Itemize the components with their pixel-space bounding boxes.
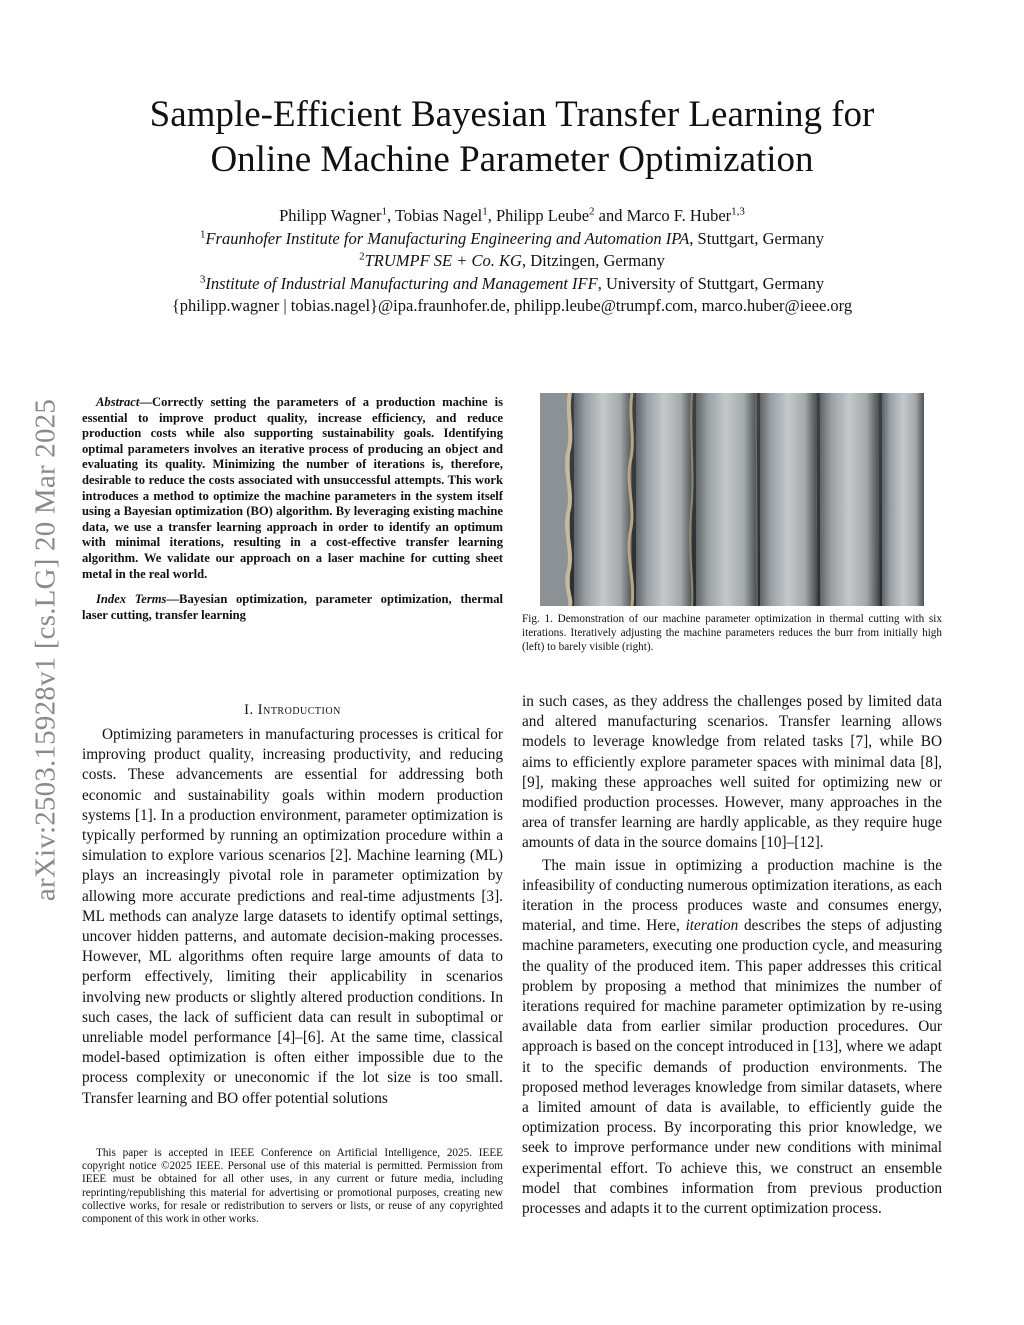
- emphasized-term: iteration: [685, 917, 739, 935]
- cut-sheet-metal-image: [540, 393, 924, 606]
- author-superscript: 1: [482, 205, 488, 218]
- author-block: [80, 205, 944, 318]
- author-separator: ,: [387, 206, 395, 225]
- index-terms-label: Index Terms: [96, 592, 167, 607]
- affiliation-3: [80, 273, 944, 296]
- affiliation-superscript: 2: [359, 250, 365, 263]
- section-heading: [82, 702, 503, 719]
- index-terms: [82, 592, 503, 623]
- author-name: Philipp Wagner: [279, 206, 382, 225]
- abstract-text: —Correctly setting the parameters of a production machine is essential to improve product quality, increase efficiency, and reduce production costs while also supporting sustainability goals. Identifying optimal parameters involves an iterative process of producing an object and evaluating its quality. Minimizing the number of iterations is, therefore, desirable to reduce the costs associated with unsuccessful attempts. This work introduces a method to optimize the machine parameters in the system itself using a Bayesian optimization (BO) algorithm. By leveraging existing machine data, we use a transfer learning approach in order to identify an optimum with minimal iterations, resulting in a cost-effective transfer learning algorithm. We validate our approach on a laser machine for cutting sheet metal in the real world.: [82, 395, 503, 581]
- figure-caption-text: Fig. 1. Demonstration of our machine parameter optimization in thermal cutting with six iterations. Iteratively adjusting the machine parameters reduces the burr from initially high (left) to barely visible (right).: [522, 613, 942, 653]
- affiliation-place: , University of Stuttgart, Germany: [597, 273, 825, 293]
- author-name: Marco F. Huber: [626, 206, 732, 225]
- affiliation-1: [80, 228, 944, 251]
- author-separator: ,: [487, 206, 496, 225]
- figure-1-photo: [540, 393, 924, 606]
- email-list: {philipp.wagner | tobias.nagel}@ipa.fraunhofer.de, philipp.leube@trumpf.com, marco.huber@ieee.org: [171, 296, 853, 315]
- affiliation-superscript: 1: [199, 228, 206, 240]
- abstract-paragraph: [82, 395, 503, 582]
- affiliation-name: Fraunhofer Institute for Manufacturing Engineering and Automation IPA: [205, 228, 690, 248]
- affiliation-name: TRUMPF SE + Co. KG: [364, 251, 522, 270]
- intro-paragraph-2: [522, 856, 942, 1220]
- section-title: Introduction: [257, 702, 341, 718]
- left-column-body: [82, 725, 503, 1109]
- arxiv-identifier: [18, 350, 74, 950]
- paper-title: [80, 92, 944, 182]
- author-superscript: 2: [589, 205, 595, 218]
- author-superscript: 1,3: [731, 205, 745, 218]
- paragraph-text: describes the steps of adjusting machine parameters, executing one production cycle, and measuring the quality of the produced item. This paper addresses this critical problem by proposing a method that minimizes the number of iterations required for machine parameter optimization by re-using available data from earlier similar production procedures. Our approach is based on the concept introduced in [13], where we adapt it to the specific demands of production environments. The proposed method leverages knowledge from similar datasets, where a limited amount of data is available, to efficiently guide the optimization process. By incorporating this prior knowledge, we seek to improve performance under new conditions with minimal experimental effort. To achieve this, we construct an ensemble model that combines information from previous production processes and adapts it to the current optimization process.: [522, 917, 943, 1218]
- abstract-section: [82, 395, 503, 623]
- author-name: Tobias Nagel: [394, 206, 483, 225]
- right-column-body: [522, 692, 942, 1219]
- section-number: I.: [244, 702, 254, 718]
- author-separator: and: [594, 206, 627, 225]
- affiliation-2: [80, 250, 944, 273]
- author-superscript: 1: [381, 205, 388, 218]
- copyright-footnote: [82, 1147, 503, 1226]
- title-line-2: Online Machine Parameter Optimization: [210, 139, 814, 180]
- intro-paragraph-1: Optimizing parameters in manufacturing processes is critical for improving product quality, increasing productivity, and reducing costs. These advancements are essential for addressing both economic and sustainability goals within modern production systems [1]. In a production environment, parameter optimization is typically performed by running an optimization procedure within a simulation to explore various scenarios [2]. Machine learning (ML) plays an increasingly pivotal role in parameter optimization by allowing more accurate predictions and real-time adjustments [3]. ML methods can analyze large datasets to identify optimal settings, uncover hidden patterns, and automate decision-making processes. However, ML algorithms often require large amounts of data to perform effectively, limiting their applicability in scenarios involving new products or slightly altered production conditions. In such cases, the lack of sufficient data can result in suboptimal or unreliable model performance [4]–[6]. At the same time, classical model-based optimization is often either impossible due to the process complexity or uneconomic if the lot size is too small. Transfer learning and BO offer potential solutions: [82, 726, 503, 1107]
- intro-paragraph-continued: in such cases, as they address the challenges posed by limited data and altered manufacturing scenarios. Transfer learning allows models to leverage knowledge from related tasks [7], while BO aims to efficiently explore parameter spaces with minimal data [8], [9], making these approaches well suited for optimizing new or modified production processes. However, many approaches in the area of transfer learning are hardly applicable, as they require huge amounts of data in the source domains [10]–[12].: [522, 693, 942, 852]
- affiliation-superscript: 3: [199, 273, 206, 285]
- abstract-label: Abstract: [96, 395, 140, 409]
- author-list: [80, 205, 944, 228]
- affiliation-name: Institute of Industrial Manufacturing and Management IFF: [205, 273, 598, 293]
- index-terms-text: —Bayesian optimization, parameter optimization, thermal laser cutting, transfer learning: [82, 592, 503, 622]
- paragraph-text: The main issue in optimizing a production machine is the infeasibility of conducting numerous optimization iterations, as each iteration in the process produces waste and consumes energy, material, and time. Here,: [522, 856, 942, 935]
- affiliation-place: , Ditzingen, Germany: [521, 251, 665, 270]
- footnote-text: This paper is accepted in IEEE Conference on Artificial Intelligence, 2025. IEEE copyright notice ©2025 IEEE. Personal use of this material is permitted. Permission from IEEE must be obtained for all other uses, in any current or future media, including reprinting/republishing this material for advertising or promotional purposes, creating new collective works, for resale or redistribution to servers or lists, or reuse of any copyrighted component of this work in other works.: [82, 1147, 503, 1226]
- title-line-1: Sample-Efficient Bayesian Transfer Learning for: [149, 94, 875, 135]
- affiliation-place: , Stuttgart, Germany: [689, 228, 825, 248]
- author-name: Philipp Leube: [496, 206, 590, 225]
- arxiv-identifier-text: arXiv:2503.15928v1 [cs.LG] 20 Mar 2025: [29, 398, 62, 902]
- figure-1-caption: [522, 612, 942, 654]
